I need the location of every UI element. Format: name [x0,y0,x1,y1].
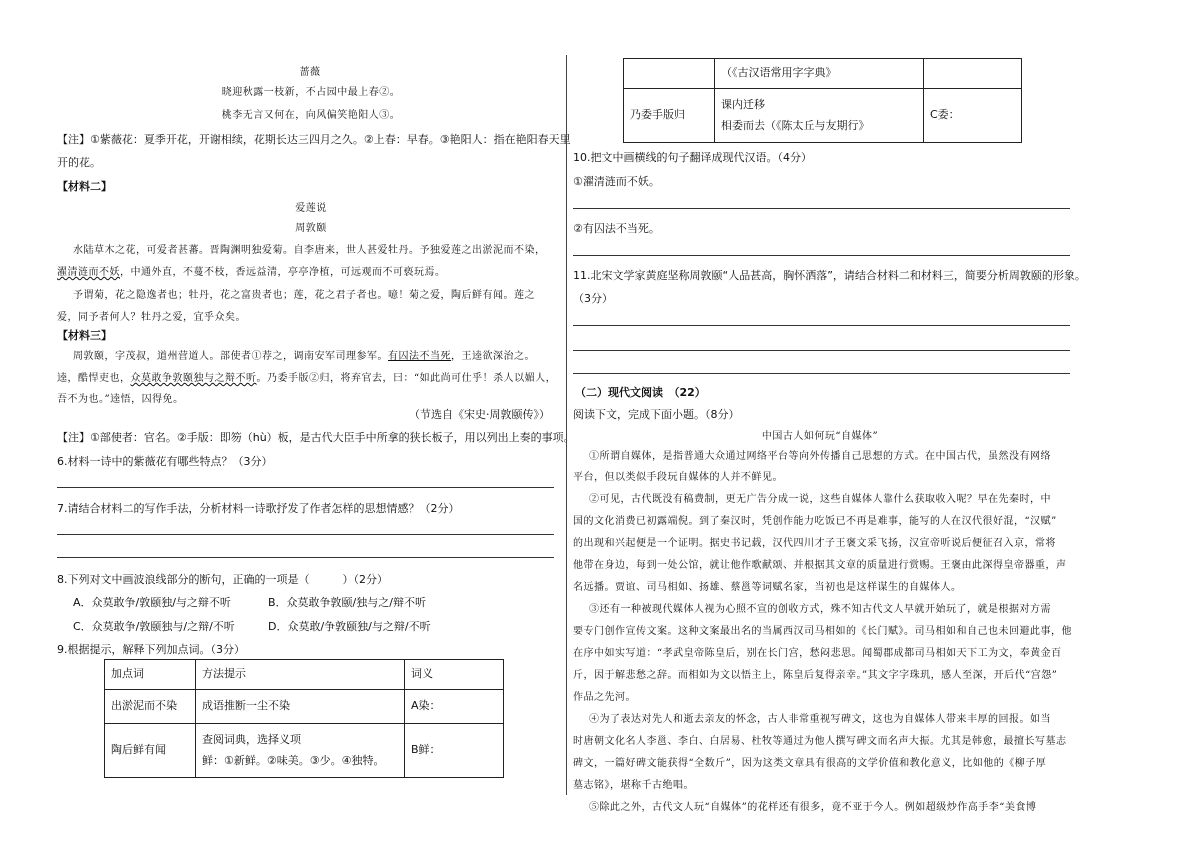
article-para-4-line-2: 时唐朝文化名人李邕、李白、白居易、杜牧等通过为他人撰写碑文而名声大振。尤其是韩愈，最擅长写墓志 [573,736,1067,747]
table-cell-word: 出淤泥而不染 [105,690,196,724]
material-2-title: 爱莲说 [295,203,327,214]
article-para-3-line-1: ③还有一种被现代媒体人视为心照不宣的创收方式，殊不知古代文人早就开始玩了，就是根据对方需 [589,604,1051,615]
table-header-meaning: 词义 [405,660,504,690]
material-3-line-2-b: 。乃委手版②归，将弃官去，曰：“如此尚可仕乎！杀人以媚人， [256,373,557,384]
material-3-line-2-a: 逵，酷悍吏也， [57,373,131,384]
material-2-para-2-line-2: 爱，同予者何人？牡丹之爱，宜乎众矣。 [57,312,246,323]
table-cell-word: 乃委手版归 [624,89,715,143]
article-para-2-line-3: 的出现和兴起便是一个证明。据史书记载，汉代四川才子王褒文采飞扬，汉宣帝听说后便征召入京，常将 [573,538,1056,549]
poem-line-1: 晓迎秋露一枝新，不占园中最上春②。 [221,87,401,98]
table-header-method: 方法提示 [196,660,405,690]
section-2-heading: （二）现代文阅读 （22） [575,386,706,399]
wavy-underlined-phrase: 濯清涟而不妖 [57,267,120,278]
table-header-word: 加点词 [105,660,196,690]
material-2-para-1-line-2-rest: ，中通外直，不蔓不枝，香远益清，亭亭净植，可远观而不可亵玩焉。 [120,267,446,278]
question-11-line-2: （3分） [573,292,613,305]
material-3-line-1 [73,351,535,363]
method-options: 鲜：①新鲜。②味美。③少。④独特。 [202,753,385,767]
underlined-sentence: 有囚法不当死 [388,351,451,362]
table-cell-answer[interactable]: C委： [924,89,1022,143]
article-para-2-line-2: 国的文化消费已初露端倪。到了秦汉时，凭创作能力吃饭已不再是难事，能写的人在汉代很好混，“汉赋” [573,516,1057,527]
article-para-2-line-5: 名远播。贾谊、司马相如、扬雄、蔡邕等词赋名家，当初也是这样谋生的自媒体人。 [573,582,962,593]
note-2: 【注】①部使者：官名。②手版：即笏（hù）板，是古代大臣手中所拿的狭长板子，用以列出上奏的事项。 [57,431,575,444]
table-cell-word [624,59,715,89]
article-para-1-line-1: ①所谓自媒体，是指普通大众通过网络平台等向外传播自己思想的方式。在中国古代，虽然没有网络 [589,451,1051,462]
table-cell-method: （《古汉语常用字字典》 [715,59,924,89]
question-10-item-1: ①濯清涟而不妖。 [573,175,660,188]
method-hint: 课内迁移 [721,97,765,111]
wavy-underlined-sentence: 众莫敢争敦颐独与之辩不听 [130,373,257,384]
method-example: 相委而去（《陈太丘与友期行》 [721,118,870,132]
table-cell-word: 陶后鲜有闻 [105,724,196,778]
article-para-4-line-3: 碑文，一篇好碑文能获得“全数斤”，因为这类文章具有很高的文学价值和教化意义，比如他的《柳子厚 [573,758,1047,769]
material-3-source: （节选自《宋史·周敦颐传》） [409,408,550,421]
answer-line[interactable] [573,373,1070,374]
table-cell-answer[interactable]: A染： [405,690,504,724]
material-3-line-2 [57,373,556,385]
option-b[interactable]: B．众莫敢争敦颐/独与之/辩不听 [268,596,426,609]
question-11-line-1: 11.北宋文学家黄庭坚称周敦颐“人品甚高，胸怀洒落”，请结合材料二和材料三，简要分析周敦颐的形象。 [573,269,1086,282]
answer-line[interactable] [573,208,1070,209]
material-2-para-1-line-2 [57,267,446,279]
article-para-1-line-2: 平台，但以类似手段玩自媒体的人并不鲜见。 [573,472,783,483]
section-2-intro: 阅读下文，完成下面小题。（8分） [573,408,740,421]
article-para-2-line-4: 他带在身边，每到一处公馆，就让他作歌献颂、并根据其文章的质量进行赏赐。王褒由此深得皇帝器重，声 [573,560,1067,571]
table-cell-method [715,89,924,143]
material-3-label: 【材料三】 [57,329,112,342]
question-7: 7.请结合材料二的写作手法，分析材料一诗歌抒发了作者怎样的思想情感？（2分） [57,502,460,515]
article-para-3-line-4: 斤，因于解悲愁之辞。而相如为文以悟主上，陈皇后复得亲幸。”其文字字珠玑，感人至深，开后代“宫怨” [573,670,1058,681]
question-10: 10.把文中画横线的句子翻译成现代汉语。（4分） [573,151,812,164]
answer-line[interactable] [573,325,1070,326]
answer-line[interactable] [573,350,1070,351]
option-a[interactable]: A．众莫敢争/敦颐独/与之辩不听 [73,596,231,609]
answer-line[interactable] [57,487,554,488]
question-6: 6.材料一诗中的紫薇花有哪些特点？（3分） [57,455,273,468]
option-d[interactable]: D．众莫敢/争敦颐独/与之辩/不听 [268,620,431,633]
article-para-4-line-1: ④为了表达对先人和逝去亲友的怀念，古人非常重视写碑文，这也为自媒体人带来丰厚的回报。如当 [589,714,1051,725]
question-10-item-2: ②有囚法不当死。 [573,222,660,235]
column-divider [566,55,567,795]
material-2-para-1-line-1: 水陆草木之花，可爱者甚蕃。晋陶渊明独爱菊。自李唐来，世人甚爱牡丹。予独爱莲之出淤泥而不染， [73,245,546,256]
word-meaning-table [104,659,504,778]
article-para-2-line-1: ②可见，古代既没有稿费制，更无广告分成一说，这些自媒体人靠什么获取收入呢？早在先秦时，中 [589,494,1051,505]
article-title: 中国古人如何玩“自媒体” [761,431,879,442]
word-meaning-table-continued [623,58,1022,143]
article-para-5-line-1: ⑤除此之外，古代文人玩“自媒体”的花样还有很多，竟不亚于今人。例如超级炒作高手李“美食博 [589,802,1037,813]
method-hint: 查阅词典，选择义项 [202,732,301,746]
table-cell-method [196,724,405,778]
material-3-line-1-a: 周敦颐，字茂叔，道州营道人。部使者①荐之，调南安军司理参军。 [73,351,388,362]
article-para-4-line-4: 墓志铭》，堪称千古绝唱。 [573,780,694,791]
material-3-line-3: 吾不为也。”逵悟，囚得免。 [57,394,184,405]
material-2-label: 【材料二】 [57,180,112,193]
option-c[interactable]: C．众莫敢争/敦颐独与/之辩/不听 [73,620,235,633]
poem-title: 蔷薇 [299,67,321,78]
note-1-line-2: 开的花。 [57,156,101,169]
question-9: 9.根据提示，解释下列加点词。（3分） [57,643,245,656]
table-cell-method: 成语推断一尘不染 [196,690,405,724]
answer-line[interactable] [57,534,554,535]
table-cell-answer[interactable] [924,59,1022,89]
answer-line[interactable] [573,255,1070,256]
table-cell-answer[interactable]: B鲜： [405,724,504,778]
article-para-3-line-3: 在序中如实写道：“孝武皇帝陈皇后，别在长门宫，愁闷悲思。闻蜀郡成都司马相如天下工为文，奉黄金百 [573,648,1062,659]
question-8: 8.下列对文中画波浪线部分的断句，正确的一项是（ ）（2分） [57,573,388,586]
article-para-3-line-2: 要专门创作宣传文案。这种文案最出名的当属西汉司马相如的《长门赋》。司马相如和自己也未回避此事，他 [573,626,1072,637]
article-para-3-line-5: 作品之先河。 [573,692,636,703]
poem-line-2: 桃李无言又何在，向风偏笑艳阳人③。 [221,110,401,121]
material-2-author: 周敦颐 [295,223,327,234]
material-3-line-1-b: ，王逵欲深治之。 [451,351,535,362]
material-2-para-2-line-1: 予谓菊，花之隐逸者也；牡丹，花之富贵者也；莲，花之君子者也。噫！菊之爱，陶后鲜有闻。莲之 [73,290,535,301]
answer-line[interactable] [57,557,554,558]
note-1-line-1: 【注】①紫薇花：夏季开花，开谢相续，花期长达三四月之久。②上春：早春。③艳阳人：指在艳阳春天里 [57,133,571,146]
